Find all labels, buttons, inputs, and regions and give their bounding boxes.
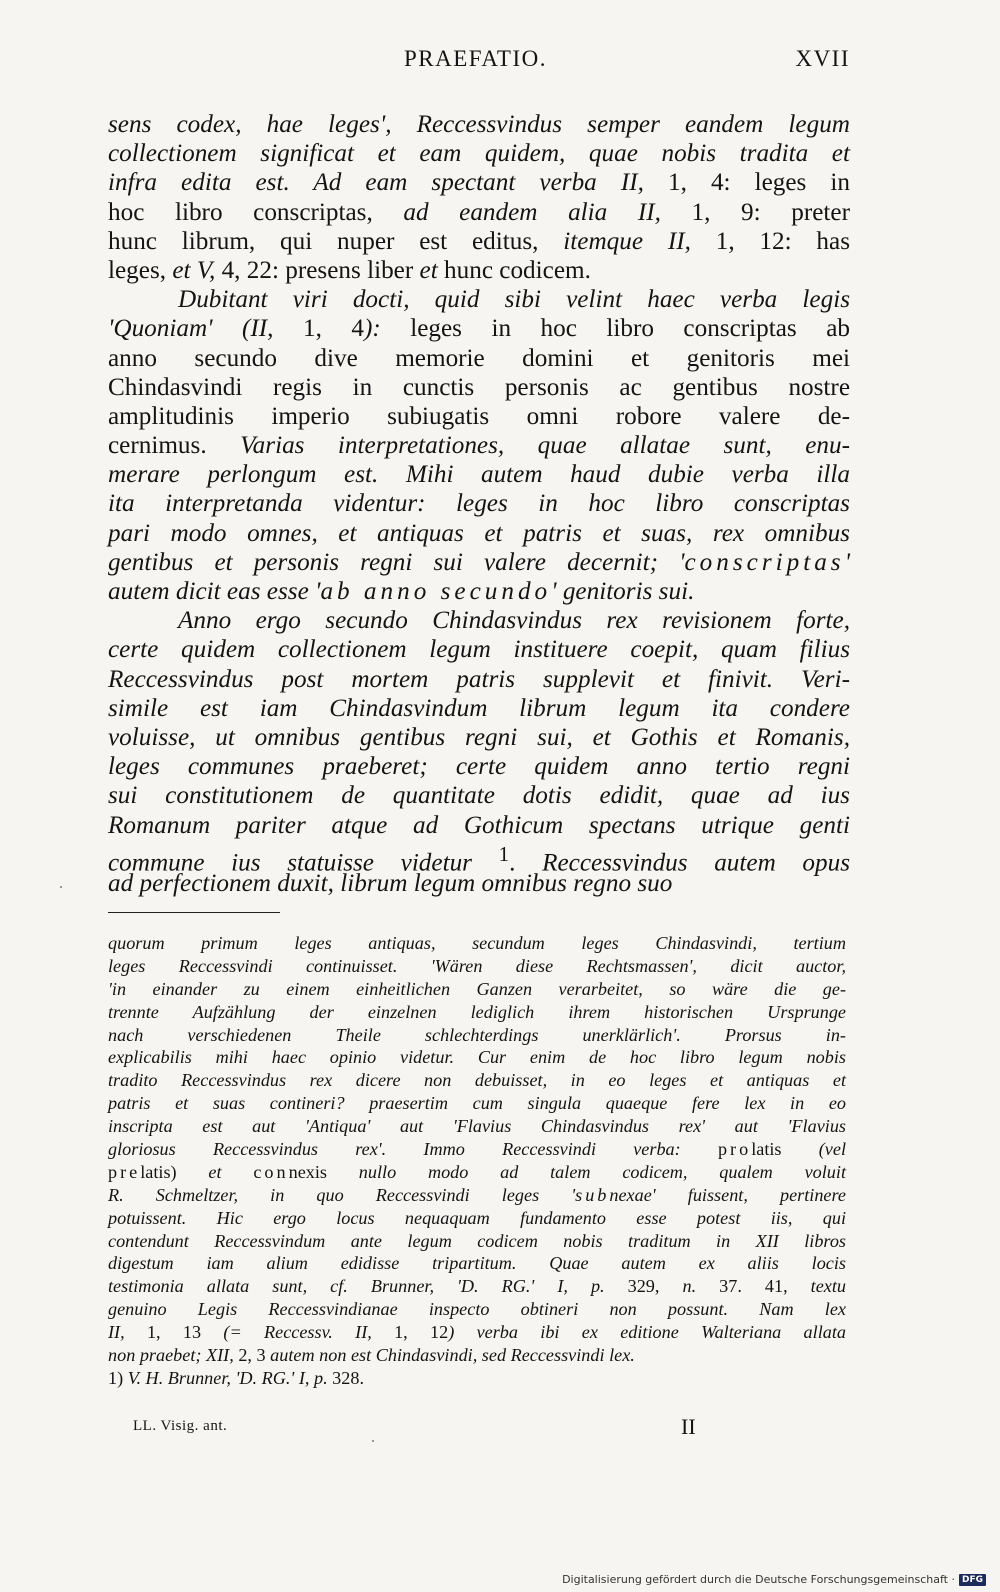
- text-line: Chindasvindi regis in cunctis personis ac gentibus nostre: [108, 373, 850, 401]
- text-line: ad perfectionem duxit, librum legum omnibus regno suo: [108, 869, 673, 897]
- text-line: voluisse, ut omnibus gentibus regni sui, et Gothis et Romanis,: [108, 723, 850, 751]
- dfg-logo: DFG: [959, 1574, 986, 1586]
- text-line: Romanum pariter atque ad Gothicum spectans utrique genti: [108, 811, 850, 839]
- footnote-line: prelatis) et connexis nullo modo ad talem codicem, qualem voluit: [108, 1161, 846, 1182]
- text-line: hoc libro conscriptas, ad eandem alia II, 1, 9: preter: [108, 198, 850, 226]
- footnote-line: quorum primum leges antiquas, secundum leges Chindasvindi, tertium: [108, 933, 846, 953]
- text-line: merare perlongum est. Mihi autem haud dubie verba illa: [108, 461, 850, 489]
- footnote-line: leges Reccessvindi continuisset. 'Wären diese Rechtsmassen', dicit auctor,: [108, 955, 846, 976]
- footnote-line: nach verschiedenen Theile schlechterdings unerklärlich'. Prorsus in-: [108, 1024, 846, 1045]
- text-line: Reccessvindus post mortem patris supplevit et finivit. Veri-: [108, 665, 850, 693]
- page-title: PRAEFATIO.: [404, 46, 548, 71]
- text-line: certe quidem collectionem legum instituere coepit, quam filius: [108, 636, 850, 664]
- footnotes: [108, 932, 846, 1390]
- digitization-credit: [562, 1573, 986, 1586]
- text-line: commune ius statuisse videtur $^1$. Reccessvindus autem opus: [108, 841, 851, 877]
- text-line: ita interpretanda videntur: leges in hoc libro conscriptas: [108, 490, 850, 518]
- footnote-line: 1) V. H. Brunner, 'D. RG.' I, p. 328.: [108, 1367, 364, 1388]
- footnote-rule: [108, 912, 280, 913]
- text-line: simile est iam Chindasvindum librum legum ita condere: [108, 694, 850, 722]
- text-line: collectionem significat et eam quidem, quae nobis tradita et: [108, 140, 850, 168]
- main-text: [108, 110, 850, 898]
- scan-speck: [372, 1440, 374, 1442]
- text-line: hunc librum, qui nuper est editus, itemque II, 1, 12: has: [108, 227, 850, 255]
- footnote-line: testimonia allata sunt, cf. Brunner, 'D. RG.' I, p. 329, n. 37. 41, textu: [108, 1276, 847, 1297]
- running-header: [108, 46, 850, 80]
- text-line: cernimus. Varias interpretationes, quae allatae sunt, enu-: [108, 432, 850, 460]
- footnote-line: trennte Aufzählung der einzelnen lediglich ihrem historischen Ursprunge: [108, 1001, 846, 1022]
- footnote-line: contendunt Reccessvindum ante legum codicem nobis traditum in XII libros: [108, 1230, 846, 1251]
- text-line: Dubitant viri docti, quid sibi velint haec verba legis: [178, 286, 850, 314]
- footnote-line: genuino Legis Reccessvindianae inspecto obtineri non possunt. Nam lex: [108, 1299, 846, 1320]
- footnote-line: patris et suas contineri? praesertim cum singula quaeque fere lex in eo: [108, 1093, 846, 1114]
- text-line: autem dicit eas esse 'ab anno secundo' genitoris sui.: [108, 578, 695, 605]
- page-number: XVII: [795, 46, 850, 71]
- footnote-line: 'in einander zu einem einheitlichen Ganzen verarbeitet, so wäre die ge-: [108, 978, 846, 999]
- scan-speck: [60, 886, 62, 888]
- credit-text: Digitalisierung gefördert durch die Deutsche Forschungsgemeinschaft ·: [562, 1573, 955, 1586]
- text-line: infra edita est. Ad eam spectant verba II, 1, 4: leges in: [108, 169, 850, 197]
- footnote-line: non praebet; XII, 2, 3 autem non est Chindasvindi, sed Reccessvindi lex.: [108, 1345, 635, 1366]
- text-line: sui constitutionem de quantitate dotis edidit, quae ad ius: [108, 782, 850, 810]
- footnote-line: tradito Reccessvindus rex dicere non debuisset, in eo leges et antiquas et: [108, 1070, 846, 1091]
- text-line: gentibus et personis regni sui valere decernit; 'conscriptas': [108, 548, 850, 576]
- text-line: leges communes praeberet; certe quidem anno tertio regni: [108, 753, 850, 781]
- sheet-mark: II: [681, 1414, 696, 1439]
- footnote-line: inscripta est aut 'Antiqua' aut 'Flavius Chindasvindus rex' aut 'Flavius: [108, 1116, 846, 1137]
- footnote-line: R. Schmeltzer, in quo Reccessvindi leges 'subnexae' fuissent, pertinere: [108, 1184, 846, 1205]
- signature-mark: LL. Visig. ant.: [133, 1418, 228, 1434]
- footnote-line: gloriosus Reccessvindus rex'. Immo Reccessvindi verba: prolatis (vel: [108, 1139, 847, 1160]
- text-line: sens codex, hae leges', Reccessvindus semper eandem legum: [108, 111, 850, 138]
- text-line: amplitudinis imperio subiugatis omni robore valere de-: [108, 402, 850, 430]
- text-line: 'Quoniam' (II, 1, 4): leges in hoc libro conscriptas ab: [108, 315, 850, 343]
- text-line: anno secundo dive memorie domini et genitoris mei: [108, 344, 850, 372]
- footnote-line: explicabilis mihi haec opinio videtur. Cur enim de hoc libro legum nobis: [108, 1047, 846, 1068]
- text-line: pari modo omnes, et antiquas et patris et suas, rex omnibus: [108, 519, 850, 547]
- text-line: Anno ergo secundo Chindasvindus rex revisionem forte,: [178, 607, 850, 635]
- text-line: leges, et V, 4, 22: presens liber et hunc codicem.: [108, 256, 591, 284]
- footnote-line: II, 1, 13 (= Reccessv. II, 1, 12) verba ibi ex editione Walteriana allata: [108, 1322, 846, 1343]
- footnote-line: digestum iam alium edidisse tripartitum. Quae autem ex aliis locis: [108, 1253, 846, 1274]
- footnote-line: potuissent. Hic ergo locus nequaquam fundamento esse potest iis, qui: [108, 1207, 846, 1228]
